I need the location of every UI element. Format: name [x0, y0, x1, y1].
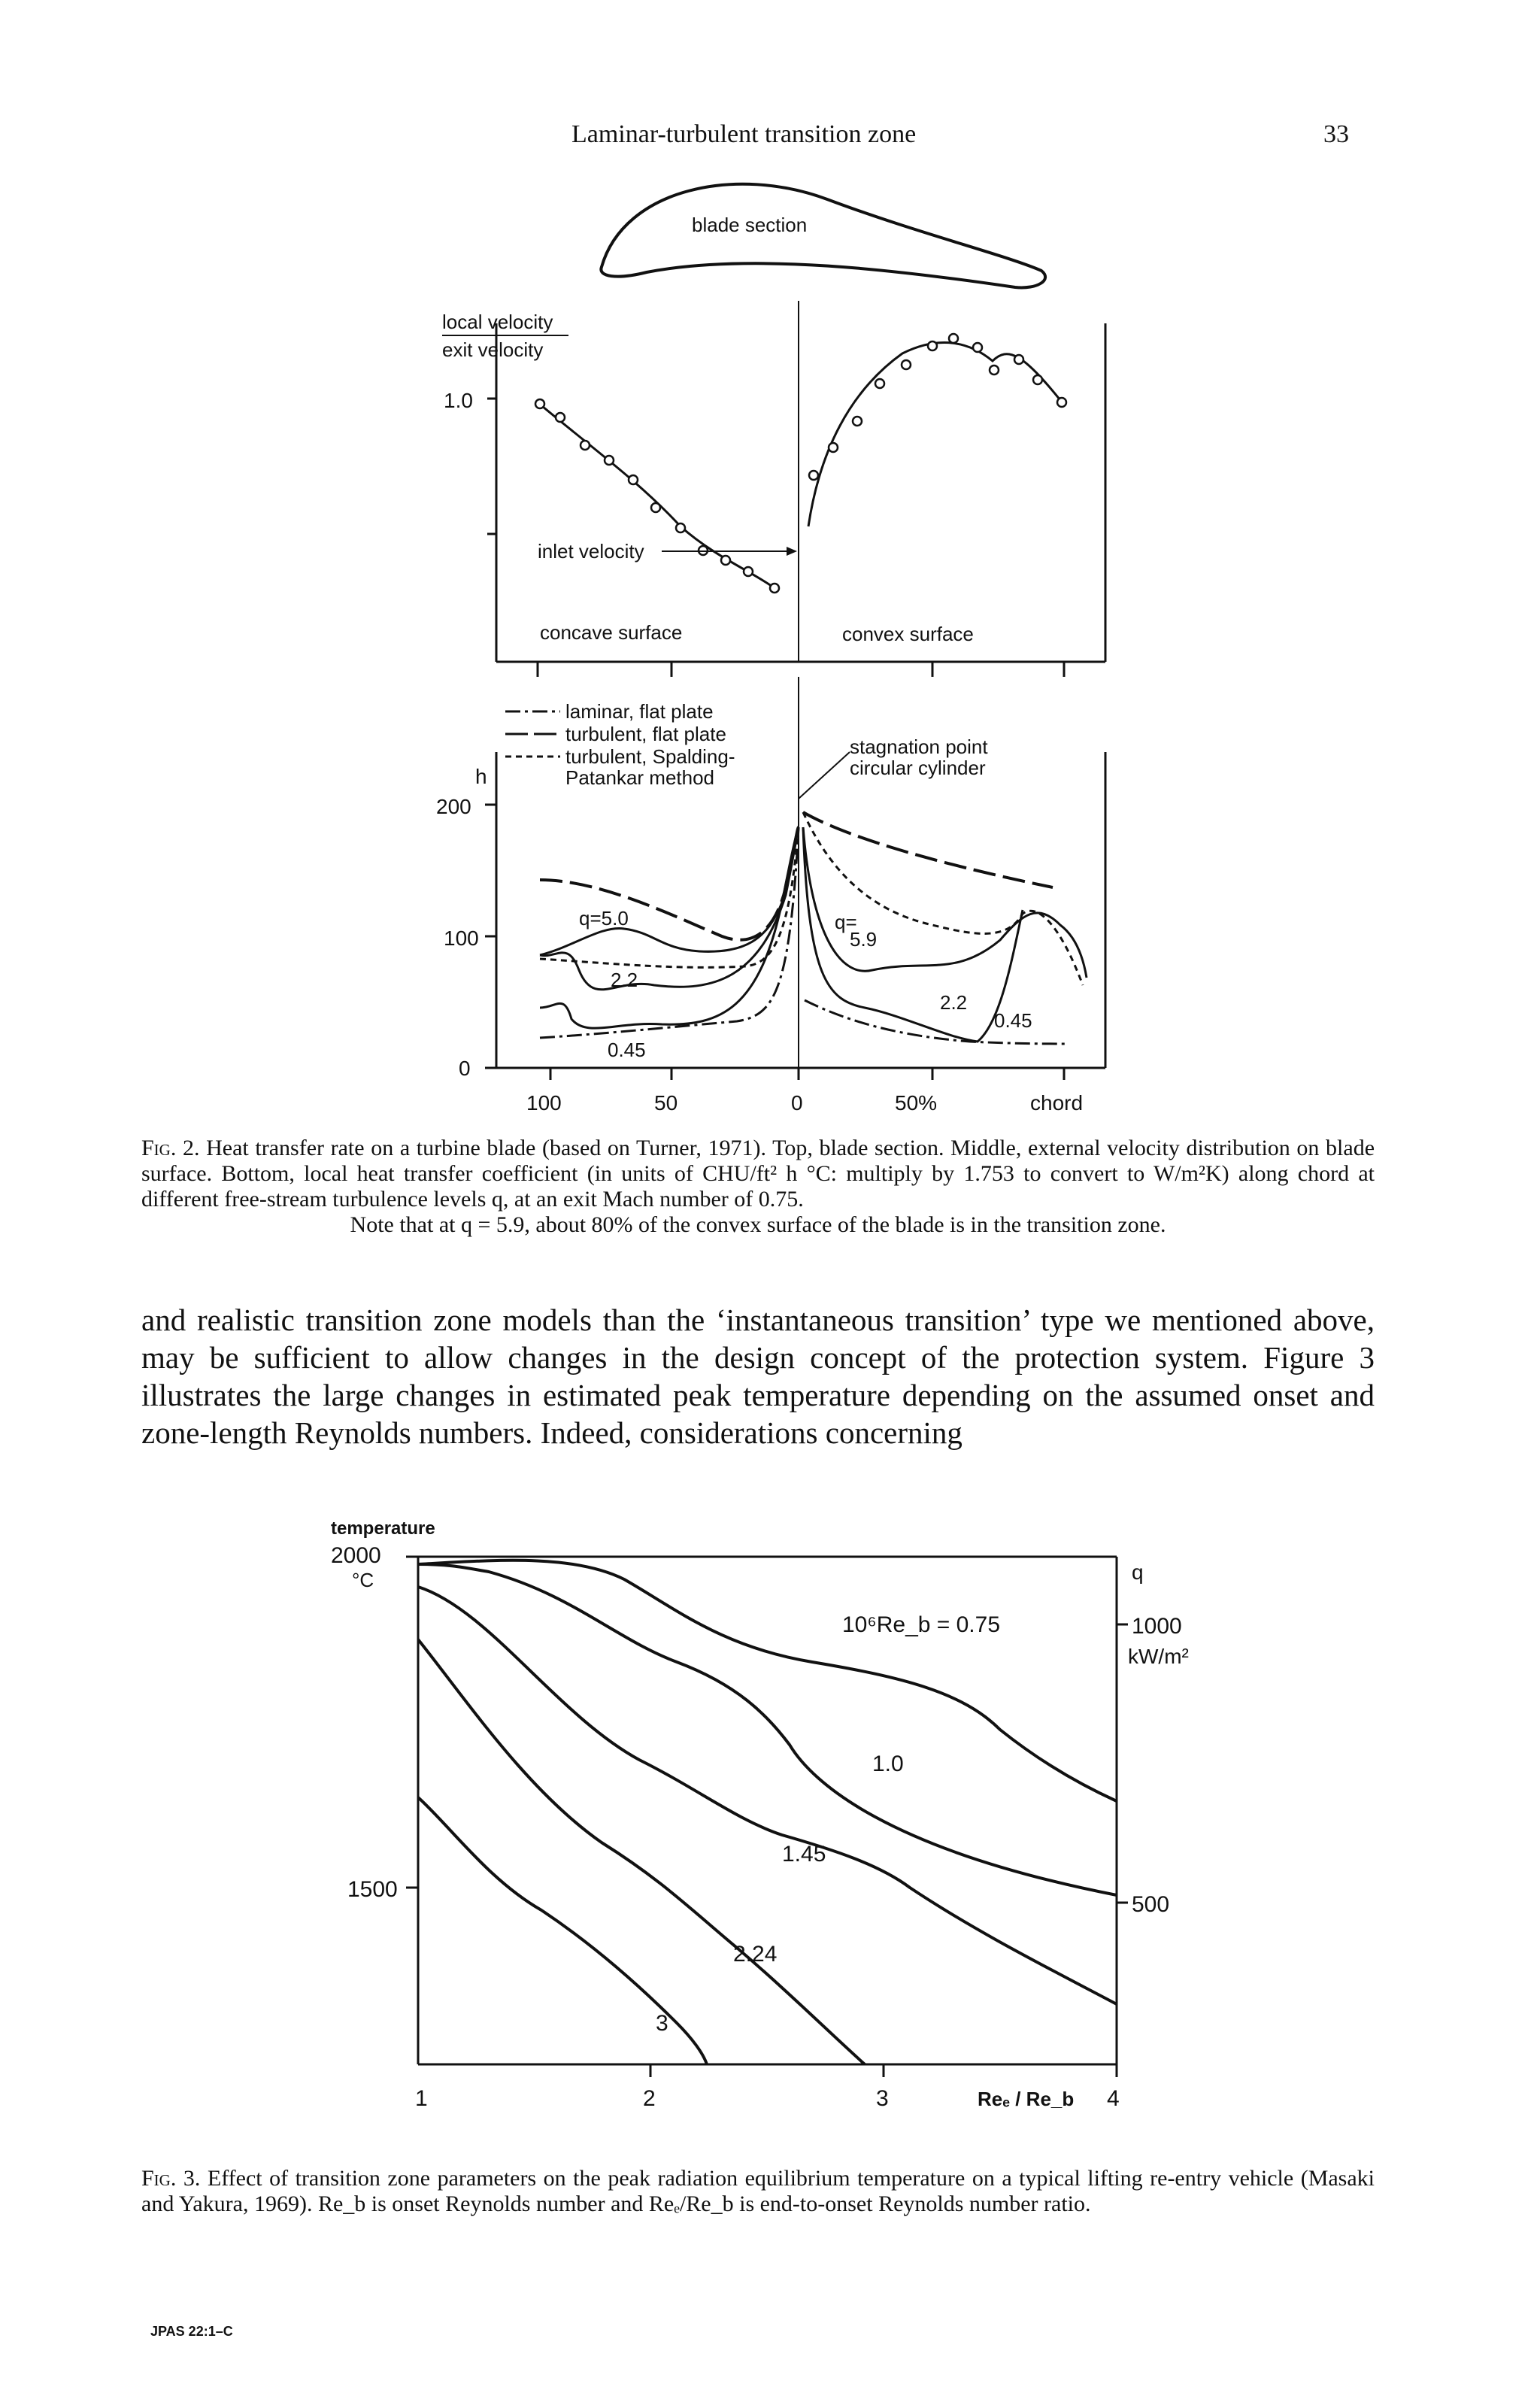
ratio-tick-3: 3: [876, 2086, 889, 2111]
h-tick-0: 0: [459, 1057, 471, 1080]
legend-turbulent: turbulent, flat plate: [565, 723, 726, 745]
velocity-ratio-numerator: local velocity: [442, 311, 553, 333]
curve-label-2-24: 2.24: [733, 1942, 778, 1967]
running-title: Laminar-turbulent transition zone: [571, 120, 917, 148]
cylinder-label: circular cylinder: [850, 757, 986, 779]
footer-code: JPAS 22:1–C: [150, 2324, 233, 2339]
blade-section-label: blade section: [692, 214, 808, 236]
temp-unit: °C: [352, 1569, 374, 1591]
chord-tick-50pct: 50%: [895, 1091, 938, 1115]
stagnation-label: stagnation point: [850, 735, 988, 758]
inlet-velocity-label: inlet velocity: [538, 540, 644, 563]
h-tick-200: 200: [436, 795, 471, 818]
heat-flux-unit: kW/m²: [1128, 1645, 1189, 1668]
legend-patankar: Patankar method: [565, 766, 715, 789]
velocity-ratio-denominator: exit velocity: [442, 338, 544, 361]
curve-label-3: 3: [656, 2011, 668, 2036]
temp-tick-1500: 1500: [347, 1877, 398, 1902]
chord-tick-0: 0: [791, 1091, 803, 1115]
legend-laminar: laminar, flat plate: [565, 700, 714, 723]
heat-flux-tick-500: 500: [1132, 1892, 1170, 1917]
figure-2-caption-label: Fig. 2.: [141, 1136, 200, 1160]
temperature-axis-label: temperature: [331, 1518, 435, 1539]
blade-outline: [601, 184, 1045, 288]
chord-tick-50: 50: [654, 1091, 678, 1115]
curve-label-1-45: 1.45: [782, 1842, 826, 1867]
q-right-label: q=: [835, 911, 857, 933]
q-right-0-45: 0.45: [994, 1009, 1032, 1032]
concave-surface-label: concave surface: [540, 621, 683, 644]
ratio-tick-1: 1: [415, 2086, 428, 2111]
heat-flux-label: q: [1132, 1560, 1144, 1584]
q-left-0-45: 0.45: [608, 1039, 646, 1061]
curve-label-0-75: 10⁶Re_b = 0.75: [842, 1612, 1001, 1637]
ratio-axis-label: Reₑ / Re_b: [978, 2088, 1075, 2110]
figure-3-caption: [141, 2166, 1375, 2217]
figure-3-caption-label: Fig. 3.: [141, 2166, 201, 2191]
velocity-tick-1: 1.0: [444, 389, 473, 412]
q-right-2-2: 2.2: [940, 991, 968, 1014]
figure-3: [331, 1518, 1189, 2111]
figure-2-caption: [141, 1136, 1375, 1238]
ratio-tick-4: 4: [1107, 2086, 1120, 2111]
convex-velocity-points: [809, 334, 1066, 480]
chord-label: chord: [1030, 1091, 1084, 1115]
temp-tick-2000: 2000: [331, 1543, 381, 1568]
figure-3-caption-text: Effect of transition zone parameters on the peak radiation equilibrium temperature on a typical lifting re-entry vehicle (Masaki and Yakura, 1969). Re_b is onset Reynolds number and Reₑ/Re_b is end-to-onset Reynolds number ratio.: [141, 2166, 1375, 2216]
page-number: 33: [1323, 120, 1349, 148]
body-paragraph: and realistic transition zone models than the ‘instantaneous transition’ type we mentioned above, may be sufficient to allow changes in the design concept of the protection system. Figure 3 illustrates the large changes in estimated peak temperature depending on the assumed onset and zone-length Reynolds numbers. Indeed, considerations concerning: [141, 1303, 1375, 1450]
h-tick-100: 100: [444, 927, 479, 950]
chord-tick-100: 100: [526, 1091, 562, 1115]
q-left-5-0: q=5.0: [579, 907, 629, 930]
convex-surface-label: convex surface: [842, 623, 974, 645]
h-axis-label: h: [475, 765, 487, 788]
q-left-2-2: 2.2: [611, 969, 638, 991]
legend-spalding: turbulent, Spalding-: [565, 745, 735, 768]
figure-2-caption-text: Heat transfer rate on a turbine blade (based on Turner, 1971). Top, blade section. Middle, external velocity distribution on blade surface. Bottom, local heat transfer coefficient (in units of CHU/ft² h °C: multiply by 1.753 to convert to W/m²K) along chord at different free-stream turbulence levels q, at an exit Mach number of 0.75.: [141, 1136, 1375, 1212]
ratio-tick-2: 2: [643, 2086, 656, 2111]
heat-flux-tick-1000: 1000: [1132, 1614, 1182, 1639]
curve-label-1-0: 1.0: [872, 1751, 904, 1776]
q-right-5-9: 5.9: [850, 928, 878, 951]
concave-velocity-points: [535, 399, 779, 593]
figure-2-caption-note: Note that at q = 5.9, about 80% of the convex surface of the blade is in the transition zone.: [350, 1212, 1166, 1237]
